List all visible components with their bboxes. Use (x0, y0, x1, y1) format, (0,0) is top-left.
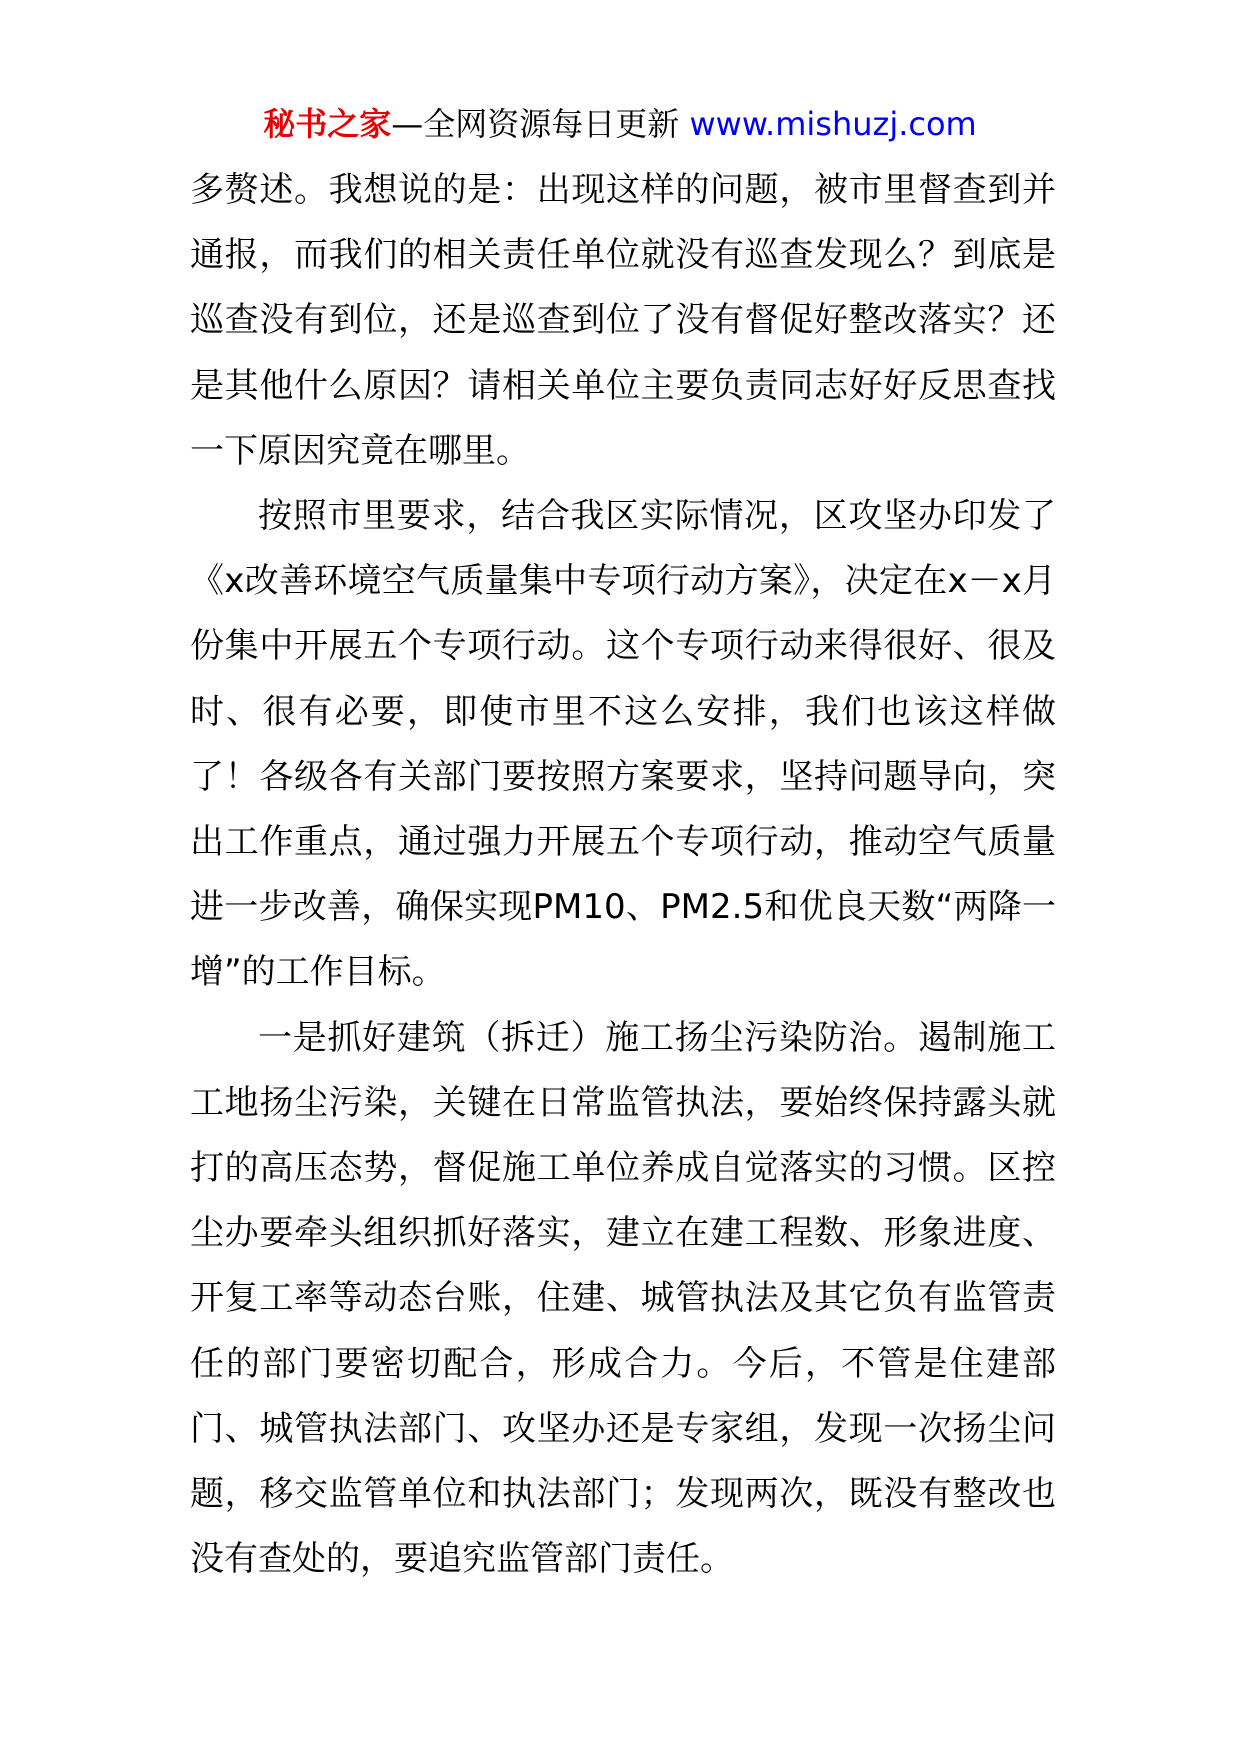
header-tagline: —全网资源每日更新 (391, 105, 680, 143)
page-header (0, 102, 1240, 146)
document-body (190, 158, 1056, 1592)
paragraph-continuation: 多赘述。我想说的是：出现这样的问题，被市里督查到并通报，而我们的相关责任单位就没有巡查发现么？到底是巡查没有到位，还是巡查到位了没有督促好整改落实？还是其他什么原因？请相关单位主要负责同志好好反思查找一下原因究竟在哪里。 (190, 170, 1056, 471)
header-url-link[interactable]: www.mishuzj.com (689, 105, 977, 143)
paragraph-action-plan: 按照市里要求，结合我区实际情况，区攻坚办印发了《x改善环境空气质量集中专项行动方案》，决定在x－x月份集中开展五个专项行动。这个专项行动来得很好、很及时、很有必要，即使市里不这么安排，我们也该这样做了！各级各有关部门要按照方案要求，坚持问题导向，突出工作重点，通过强力开展五个专项行动，推动空气质量进一步改善，确保实现PM10、PM2.5和优良天数“两降一增”的工作目标。 (190, 496, 1056, 993)
paragraph-dust-control: 一是抓好建筑（拆迁）施工扬尘污染防治。遏制施工工地扬尘污染，关键在日常监管执法，要始终保持露头就打的高压态势，督促施工单位养成自觉落实的习惯。区控尘办要牵头组织抓好落实，建立在建工程数、形象进度、开复工率等动态台账，住建、城管执法及其它负有监管责任的部门要密切配合，形成合力。今后，不管是住建部门、城管执法部门、攻坚办还是专家组，发现一次扬尘问题，移交监管单位和执法部门；发现两次，既没有整改也没有查处的，要追究监管部门责任。 (190, 1017, 1056, 1580)
header-brand: 秘书之家 (263, 105, 392, 143)
